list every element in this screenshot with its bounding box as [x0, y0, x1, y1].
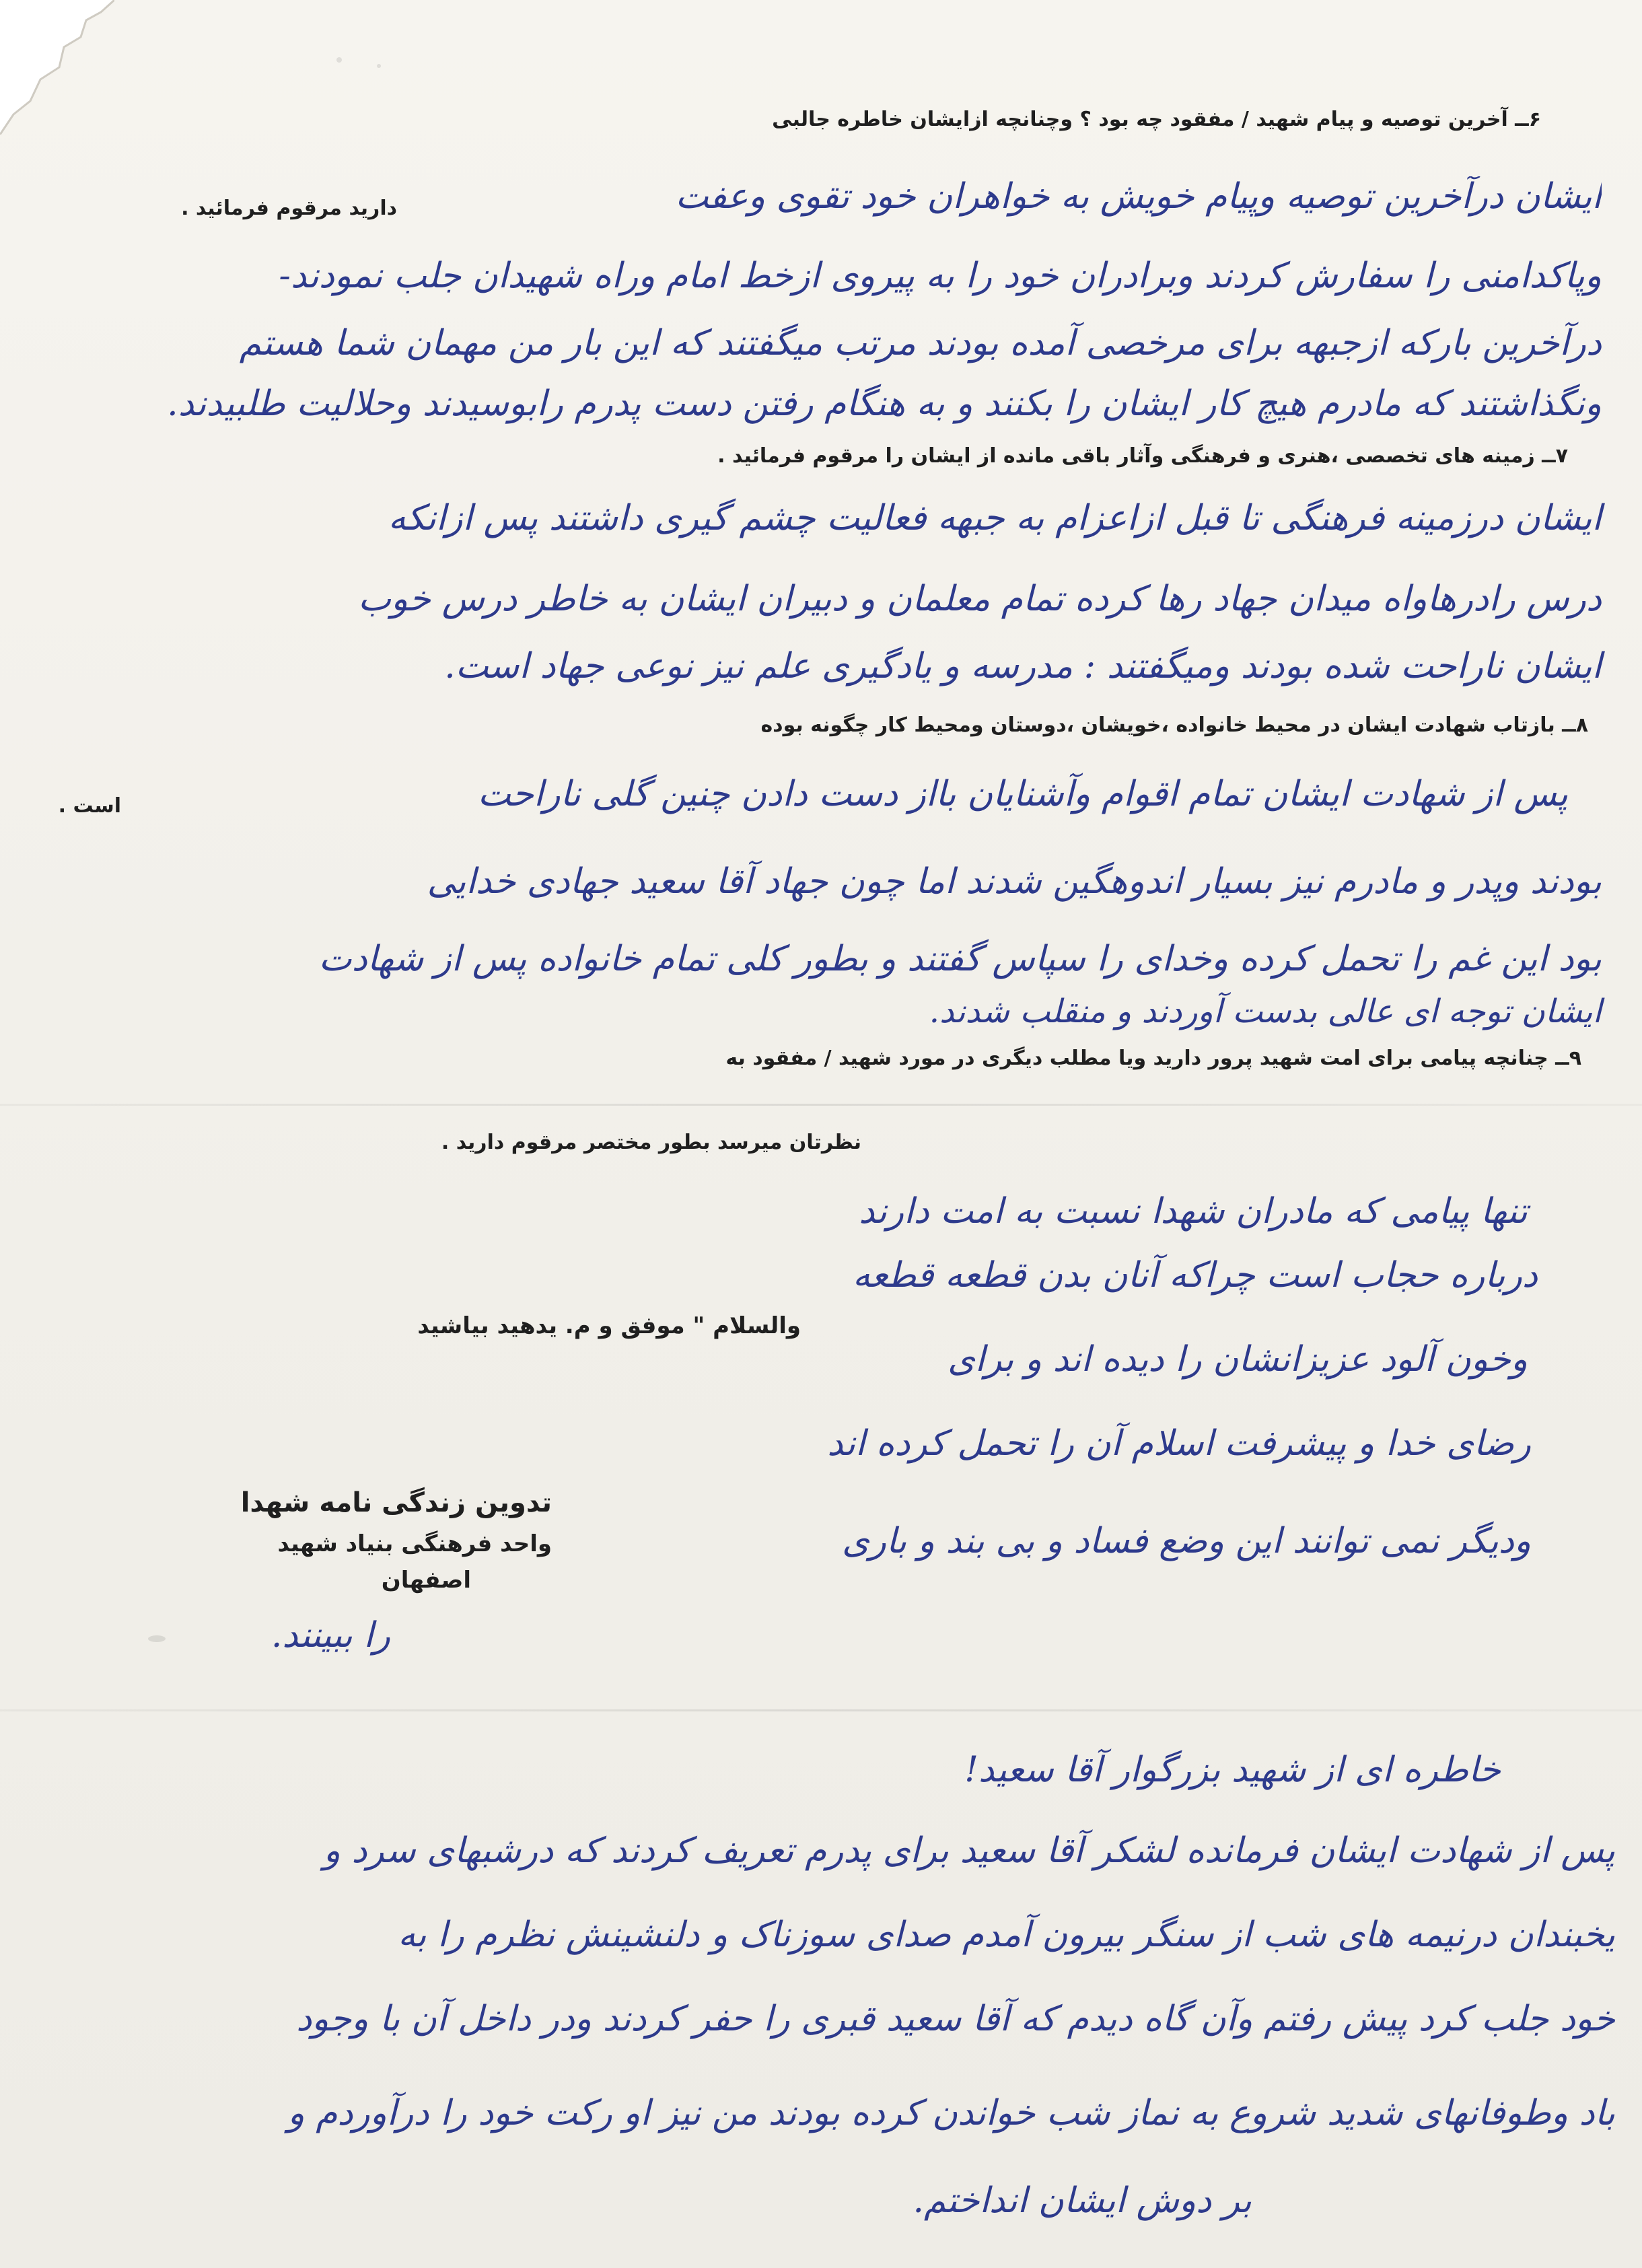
answer-6-line: ونگذاشتند که مادرم هیچ کار ایشان را بکنند و به هنگام رفتن دست پدرم رابوسیدند وحلالیت طلبیدند.: [167, 384, 1602, 424]
speck: [336, 57, 342, 63]
answer-7-line: درس رادرهاواه میدان جهاد رها کرده تمام معلمان و دبیران ایشان به خاطر درس خوب: [358, 579, 1602, 619]
speck: [377, 64, 381, 68]
question-8-printed-cont: است .: [58, 794, 121, 818]
answer-7-line: ایشان ناراحت شده بودند ومیگفتند : مدرسه و یادگیری علم نیز نوعی جهاد است.: [444, 646, 1602, 686]
memory-title: خاطره ای از شهید بزرگوار آقا سعید!: [964, 1750, 1501, 1790]
memory-line: باد وطوفانهای شدید شروع به نماز شب خواندن کرده بودند من نیز او رکت خود را درآوردم و: [287, 2093, 1615, 2133]
answer-7-line: ایشان درزمینه فرهنگی تا قبل ازاعزام به جبهه فعالیت چشم گیری داشتند پس ازانکه: [388, 498, 1602, 538]
question-8-printed: ۸ــ بازتاب شهادت ایشان در محیط خانواده ،خویشان ،دوستان ومحیط کار چگونه بوده: [760, 713, 1588, 737]
answer-8-line: بود این غم را تحمل کرده وخدای را سپاس گفتند و بطور کلی تمام خانواده پس از شهادت: [318, 939, 1602, 979]
speck: [148, 1635, 166, 1642]
memory-line: خود جلب کرد پیش رفتم وآن گاه دیدم که آقا سعید قبری را حفر کردند ودر داخل آن با وجود: [296, 1999, 1615, 2039]
stamp-line-1: تدوین زندگی نامه شهدا: [240, 1487, 552, 1518]
memory-line: یخبندان درنیمه های شب از سنگر بیرون آمدم صدای سوزناک و دلنشینش نظرم را به: [398, 1915, 1615, 1955]
torn-corner: [0, 0, 114, 135]
question-6-printed-cont: دارید مرقوم فرمائید .: [181, 197, 397, 220]
stamp-line-3: اصفهان: [381, 1567, 471, 1594]
answer-9-line: وخون آلود عزیزانشان را دیده اند و برای: [948, 1339, 1528, 1380]
fold-line: [0, 1709, 1642, 1711]
question-9-printed-cont: نظرتان میرسد بطور مختصر مرقوم دارید .: [441, 1131, 861, 1154]
answer-6-line: وپاکدامنی را سفارش کردند وبرادران خود را به پیروی ازخط امام وراه شهیدان جلب نمودند-: [279, 256, 1602, 296]
answer-9-line: درباره حجاب است چراکه آنان بدن قطعه قطعه: [852, 1255, 1538, 1296]
answer-8-line: پس از شهادت ایشان تمام اقوام وآشنایان بااز دست دادن چنین گلی ناراحت: [477, 774, 1568, 814]
answer-8-line: ایشان توجه ای عالی بدست آوردند و منقلب شدند.: [929, 993, 1602, 1030]
memory-line: بر دوش ایشان انداختم.: [913, 2181, 1252, 2221]
answer-9-line: تنها پیامی که مادران شهدا نسبت به امت دارند: [859, 1191, 1528, 1232]
answer-8-line: بودند وپدر و مادرم نیز بسیار اندوهگین شدند اما چون جهاد آقا سعید جهادی خدایی: [427, 861, 1602, 902]
question-9-printed: ۹ــ چنانچه پیامی برای امت شهید پرور دارید ویا مطلب دیگری در مورد شهید / مفقود به: [725, 1047, 1581, 1070]
answer-6-line: ایشان درآخرین توصیه وپیام خویش به خواهران خود تقوی وعفت: [675, 176, 1602, 217]
stamp-line-2: واحد فرهنگی بنیاد شهید: [277, 1530, 552, 1557]
closing-salutation: والسلام " موفق و م. یدهید بیاشید: [417, 1312, 801, 1339]
question-7-printed: ۷ــ زمینه های تخصصی ،هنری و فرهنگی وآثار باقی مانده از ایشان را مرقوم فرمائید .: [717, 444, 1568, 468]
answer-9-line: رضای خدا و پیشرفت اسلام آن را تحمل کرده اند: [827, 1423, 1531, 1464]
institution-stamp: [241, 1487, 552, 1594]
answer-6-line: درآخرین بارکه ازجبهه برای مرخصی آمده بودند مرتب میگفتند که این بار من مهمان شما هستم: [239, 323, 1602, 363]
answer-9-line: را ببینند.: [271, 1615, 390, 1656]
memory-line: پس از شهادت ایشان فرمانده لشکر آقا سعید برای پدرم تعریف کردند که درشبهای سرد و: [323, 1831, 1615, 1871]
answer-9-line: ودیگر نمی توانند این وضع فساد و بی بند و باری: [842, 1521, 1531, 1561]
fold-line: [0, 1104, 1642, 1106]
question-6-printed: ۶ــ آخرین توصیه و پیام شهید / مفقود چه بود ؟ وچنانچه ازایشان خاطره جالبی: [772, 108, 1541, 131]
